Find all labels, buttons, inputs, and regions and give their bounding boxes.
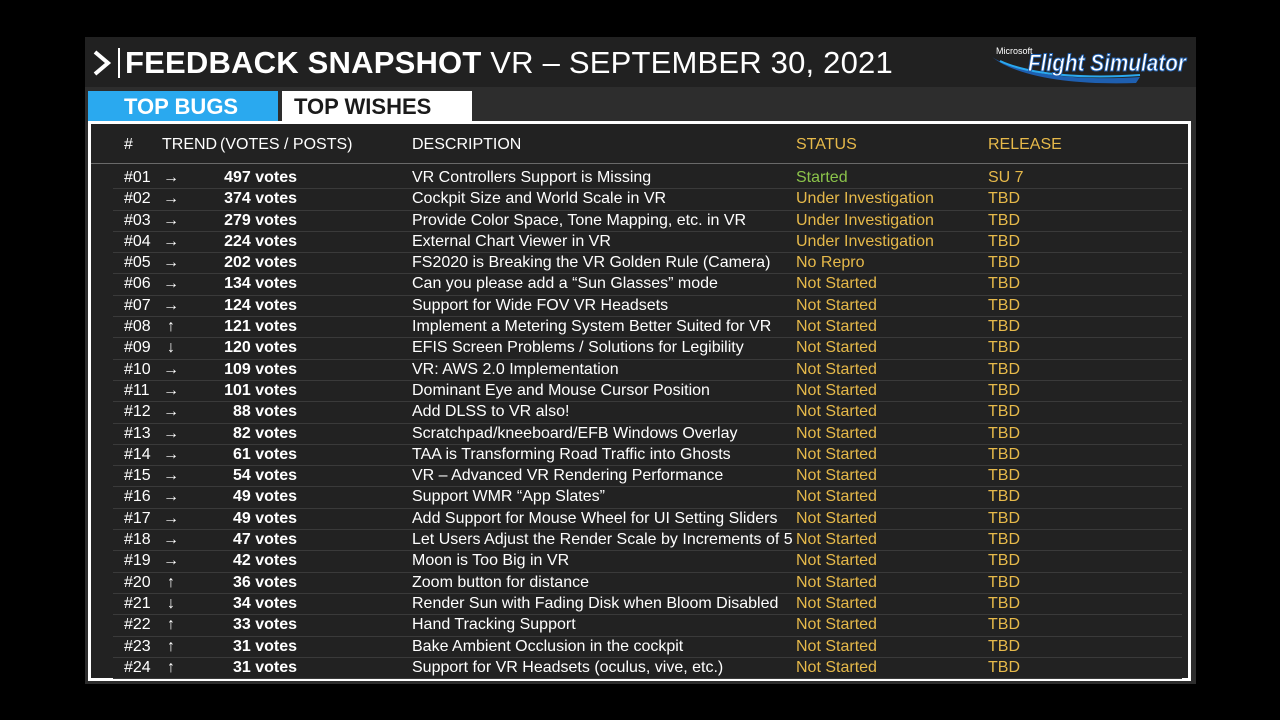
row-description: VR – Advanced VR Rendering Performance [412, 467, 724, 485]
status-label: Not Started [796, 573, 877, 591]
trend-arrow-icon: → [163, 275, 179, 293]
release-label: TBD [988, 360, 1020, 378]
row-number: #20 [124, 573, 151, 591]
status-label: Under Investigation [796, 190, 934, 208]
row-number: #22 [124, 616, 151, 634]
status-label: Not Started [796, 616, 877, 634]
row-description: Support WMR “App Slates” [412, 488, 605, 506]
vote-count: 279 votes [224, 211, 297, 229]
release-label: TBD [988, 232, 1020, 250]
trend-arrow-icon: → [163, 445, 179, 463]
table-row [91, 615, 1188, 636]
row-number: #12 [124, 403, 151, 421]
row-description: Support for Wide FOV VR Headsets [412, 296, 669, 314]
chevron-right-icon [91, 49, 113, 77]
table-row [91, 466, 1188, 487]
table-row [91, 274, 1188, 295]
vote-count: 134 votes [224, 275, 297, 293]
table-header [91, 124, 1188, 164]
table-row [91, 296, 1188, 317]
vote-count: 124 votes [224, 296, 297, 314]
vote-count: 109 votes [224, 360, 297, 378]
vote-count: 49 votes [232, 509, 297, 527]
row-description: VR: AWS 2.0 Implementation [412, 360, 619, 378]
trend-arrow-icon: → [163, 381, 179, 399]
row-description: VR Controllers Support is Missing [412, 169, 652, 186]
row-description: EFIS Screen Problems / Solutions for Legibility [412, 339, 744, 357]
table-row [91, 168, 1188, 189]
release-label: TBD [988, 275, 1020, 293]
table-row [91, 317, 1188, 338]
vote-count: 120 votes [224, 339, 297, 357]
flight-simulator-logo [990, 41, 1190, 85]
trend-arrow-icon: → [163, 254, 179, 272]
vote-count: 61 votes [232, 445, 297, 463]
row-description: Render Sun with Fading Disk when Bloom Disabled [412, 594, 779, 612]
status-label: Not Started [796, 488, 877, 506]
trend-arrow-icon: → [163, 211, 179, 229]
header-divider [91, 163, 1188, 164]
status-label: Not Started [796, 509, 877, 527]
row-number: #04 [124, 232, 151, 250]
column-header-number: # [124, 136, 133, 153]
trend-arrow-icon: → [163, 296, 179, 314]
trend-arrow-icon: ↓ [167, 339, 175, 357]
feedback-table [88, 121, 1191, 681]
table-row [91, 402, 1188, 423]
column-header-description: DESCRIPTION [412, 136, 522, 153]
status-label: Not Started [796, 403, 877, 421]
status-label: Not Started [796, 339, 877, 357]
row-number: #17 [124, 509, 151, 527]
row-description: Support for VR Headsets (oculus, vive, etc.) [412, 658, 724, 676]
table-row [91, 594, 1188, 615]
status-label: Not Started [796, 658, 877, 676]
trend-arrow-icon: → [163, 488, 179, 506]
column-header-status: STATUS [796, 136, 857, 153]
status-label: Under Investigation [796, 211, 934, 229]
table-row [91, 189, 1188, 210]
row-number: #14 [124, 445, 151, 463]
table-row [91, 445, 1188, 466]
vote-count: 33 votes [232, 616, 297, 634]
row-number: #13 [124, 424, 151, 442]
column-header-release: RELEASE [988, 136, 1062, 153]
table-row [91, 509, 1188, 530]
trend-arrow-icon: → [163, 403, 179, 421]
vote-count: 374 votes [224, 190, 297, 208]
row-description: Add DLSS to VR also! [412, 403, 570, 421]
row-number: #02 [124, 190, 151, 208]
release-label: TBD [988, 211, 1020, 229]
vote-count: 42 votes [232, 552, 297, 570]
row-description: Add Support for Mouse Wheel for UI Setting Sliders [412, 509, 778, 527]
row-description: FS2020 is Breaking the VR Golden Rule (Camera) [412, 254, 771, 272]
release-label: TBD [988, 339, 1020, 357]
vote-count: 82 votes [232, 424, 297, 442]
table-row [91, 530, 1188, 551]
row-number: #19 [124, 552, 151, 570]
page-title-rest: VR – SEPTEMBER 30, 2021 [481, 45, 893, 80]
release-label: TBD [988, 552, 1020, 570]
row-number: #15 [124, 467, 151, 485]
table-row [91, 211, 1188, 232]
table-row [91, 424, 1188, 445]
vote-count: 497 votes [224, 169, 297, 186]
release-label: TBD [988, 594, 1020, 612]
vote-count: 31 votes [232, 637, 297, 655]
table-row [91, 637, 1188, 658]
release-label: TBD [988, 531, 1020, 549]
vote-count: 202 votes [224, 254, 297, 272]
release-label: TBD [988, 637, 1020, 655]
release-label: TBD [988, 509, 1020, 527]
trend-arrow-icon: → [163, 360, 179, 378]
release-label: TBD [988, 658, 1020, 676]
table-row [91, 487, 1188, 508]
row-number: #06 [124, 275, 151, 293]
trend-arrow-icon: → [163, 190, 179, 208]
row-number: #11 [124, 381, 150, 399]
trend-arrow-icon: ↑ [167, 637, 175, 655]
trend-arrow-icon: ↑ [167, 616, 175, 634]
table-row [91, 658, 1188, 679]
table-row [91, 360, 1188, 381]
status-label: Not Started [796, 424, 877, 442]
column-header-trend: TREND [162, 136, 218, 153]
table-body [91, 168, 1188, 679]
release-label: TBD [988, 296, 1020, 314]
vote-count: 36 votes [232, 573, 297, 591]
vote-count: 31 votes [232, 658, 297, 676]
vote-count: 224 votes [224, 232, 297, 250]
release-label: TBD [988, 488, 1020, 506]
release-label: TBD [988, 467, 1020, 485]
row-description: TAA is Transforming Road Traffic into Ghosts [412, 445, 731, 463]
release-label: TBD [988, 403, 1020, 421]
release-label: SU 7 [988, 169, 1024, 186]
status-label: Not Started [796, 360, 877, 378]
status-label: Not Started [796, 637, 877, 655]
release-label: TBD [988, 573, 1020, 591]
row-description: Scratchpad/kneeboard/EFB Windows Overlay [412, 424, 738, 442]
table-row [91, 573, 1188, 594]
logo-small-text: Microsoft [996, 46, 1033, 56]
row-number: #03 [124, 211, 151, 229]
status-label: Started [796, 169, 848, 186]
row-description: Zoom button for distance [412, 573, 589, 591]
tab-top-wishes[interactable]: TOP WISHES [282, 91, 472, 121]
page-title [125, 45, 893, 81]
vote-count: 121 votes [224, 318, 297, 336]
status-label: Not Started [796, 275, 877, 293]
status-label: No Repro [796, 254, 865, 272]
release-label: TBD [988, 381, 1020, 399]
table-row [91, 338, 1188, 359]
vote-count: 101 votes [224, 381, 297, 399]
trend-arrow-icon: → [163, 552, 179, 570]
trend-arrow-icon: → [163, 232, 179, 250]
vote-count: 49 votes [232, 488, 297, 506]
row-number: #21 [124, 594, 151, 612]
row-number: #07 [124, 296, 151, 314]
status-label: Not Started [796, 445, 877, 463]
row-number: #01 [124, 169, 151, 186]
table-row [91, 232, 1188, 253]
header-bar [85, 37, 1196, 87]
row-number: #24 [124, 658, 151, 676]
trend-arrow-icon: ↑ [167, 658, 175, 676]
row-description: External Chart Viewer in VR [412, 232, 611, 250]
row-description: Provide Color Space, Tone Mapping, etc. in VR [412, 211, 747, 229]
status-label: Not Started [796, 296, 877, 314]
row-description: Bake Ambient Occlusion in the cockpit [412, 637, 684, 655]
status-label: Not Started [796, 552, 877, 570]
row-description: Moon is Too Big in VR [412, 552, 570, 570]
status-label: Not Started [796, 381, 877, 399]
trend-arrow-icon: → [163, 509, 179, 527]
release-label: TBD [988, 445, 1020, 463]
row-number: #16 [124, 488, 151, 506]
trend-arrow-icon: → [163, 531, 179, 549]
trend-arrow-icon: ↑ [167, 318, 175, 336]
release-label: TBD [988, 424, 1020, 442]
row-number: #10 [124, 360, 151, 378]
title-divider [118, 48, 120, 78]
row-description: Implement a Metering System Better Suited for VR [412, 318, 772, 336]
vote-count: 88 votes [232, 403, 297, 421]
status-label: Not Started [796, 318, 877, 336]
table-row [91, 381, 1188, 402]
release-label: TBD [988, 616, 1020, 634]
trend-arrow-icon: ↑ [167, 573, 175, 591]
trend-arrow-icon: → [163, 467, 179, 485]
tab-top-bugs[interactable]: TOP BUGS [88, 91, 278, 121]
row-number: #08 [124, 318, 151, 336]
row-number: #09 [124, 339, 151, 357]
snapshot-frame [85, 37, 1196, 684]
status-label: Not Started [796, 467, 877, 485]
column-header-votes: (VOTES / POSTS) [220, 136, 353, 153]
row-number: #05 [124, 254, 151, 272]
vote-count: 34 votes [232, 594, 297, 612]
status-label: Not Started [796, 531, 877, 549]
row-description: Cockpit Size and World Scale in VR [412, 190, 667, 208]
trend-arrow-icon: → [163, 424, 179, 442]
trend-arrow-icon: ↓ [167, 594, 175, 612]
logo-text: Flight Simulator [1028, 50, 1188, 77]
row-description: Hand Tracking Support [412, 616, 576, 634]
status-label: Under Investigation [796, 232, 934, 250]
vote-count: 54 votes [232, 467, 297, 485]
row-number: #18 [124, 531, 151, 549]
trend-arrow-icon: → [163, 169, 179, 186]
release-label: TBD [988, 318, 1020, 336]
vote-count: 47 votes [232, 531, 297, 549]
row-description: Can you please add a “Sun Glasses” mode [412, 275, 718, 293]
table-row [91, 253, 1188, 274]
row-number: #23 [124, 637, 151, 655]
release-label: TBD [988, 190, 1020, 208]
page-title-bold: FEEDBACK SNAPSHOT [125, 45, 482, 80]
row-description: Dominant Eye and Mouse Cursor Position [412, 381, 710, 399]
release-label: TBD [988, 254, 1020, 272]
row-description: Let Users Adjust the Render Scale by Increments of 5 [412, 531, 793, 549]
status-label: Not Started [796, 594, 877, 612]
table-row [91, 551, 1188, 572]
